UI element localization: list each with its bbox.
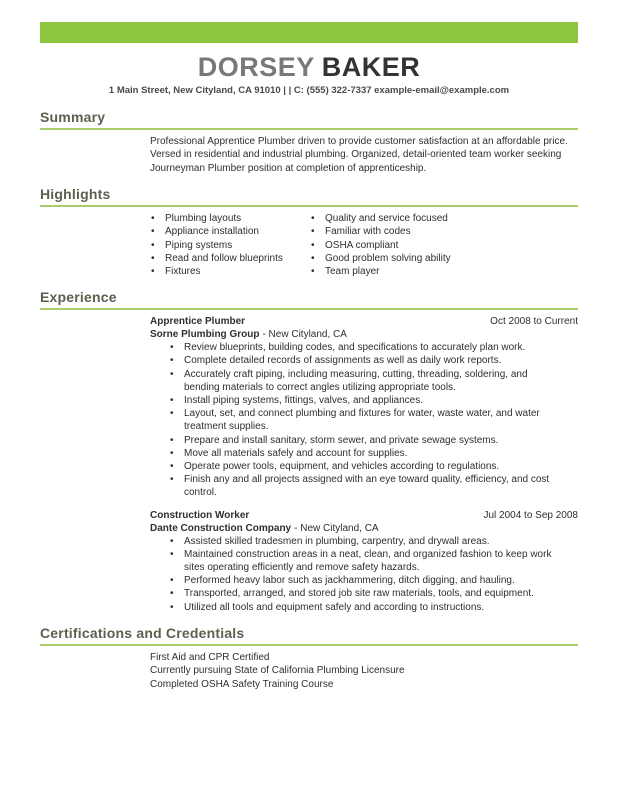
highlight-item: • Quality and service focused [310,212,451,225]
job-title: Construction Worker [150,509,250,521]
highlights-column-1 [150,212,310,278]
company-location: - New Cityland, CA [294,522,379,534]
highlight-item: • Plumbing layouts [150,212,310,225]
company-name: Dante Construction Company [150,522,292,534]
job-duty: • Complete detailed records of assignments as well as daily work reports. [169,354,565,367]
highlight-item: • Read and follow blueprints [150,252,310,265]
job-apprentice-plumber [150,315,578,499]
highlight-item: • Familiar with codes [310,225,451,238]
company-line [150,522,578,535]
company-name: Sorne Plumbing Group [150,329,260,341]
certification-item: First Aid and CPR Certified [150,651,270,663]
company-location: - New Cityland, CA [262,329,347,341]
highlight-item: • Good problem solving ability [310,252,451,265]
highlights-column-2 [310,212,451,278]
job-title: Apprentice Plumber [150,316,246,328]
job-duty: • Accurately craft piping, including measuring, cutting, threading, soldering, and bending materials to correct angles utilizing appropriate tools. [169,368,565,394]
job-duty: • Maintained construction areas in a neat, clean, and organized fashion to keep work sites operating efficiently and remove safety hazards. [169,548,565,574]
contact-line: 1 Main Street, New Cityland, CA 91010 | | C: (555) 322-7337 example-email@example.com [108,85,510,96]
header-accent-bar [40,22,578,43]
job-construction-worker [150,509,578,614]
section-highlights [40,186,578,278]
job-duty: • Transported, arranged, and stored job site raw materials, tools, and equipment. [169,587,565,600]
certifications-list [150,651,578,691]
highlights-columns [150,212,578,278]
certification-item: Completed OSHA Safety Training Course [150,678,334,690]
summary-heading: Summary [40,109,578,130]
page-title [40,52,578,83]
section-certifications [40,625,578,691]
job-header [150,315,578,328]
job-dates: Jul 2004 to Sep 2008 [483,509,578,521]
job-duty: • Prepare and install sanitary, storm sewer, and private sewage systems. [169,434,565,447]
highlight-item: • Piping systems [150,239,310,252]
job-duties-list [169,341,565,499]
company-line [150,328,578,341]
highlight-item: • OSHA compliant [310,239,451,252]
highlight-item: • Team player [310,265,451,278]
first-name: DORSEY [197,52,315,82]
highlight-item: • Fixtures [150,265,310,278]
job-duty: • Performed heavy labor such as jackhammering, ditch digging, and hauling. [169,574,565,587]
section-experience [40,289,578,614]
job-duties-list [169,535,565,614]
highlights-heading: Highlights [40,186,578,207]
job-header [150,509,578,522]
job-duty: • Assisted skilled tradesmen in plumbing, carpentry, and drywall areas. [169,535,565,548]
last-name: BAKER [321,52,421,82]
highlight-item: • Appliance installation [150,225,310,238]
job-duty: • Review blueprints, building codes, and specifications to accurately plan work. [169,341,565,354]
job-duty: • Operate power tools, equipment, and vehicles according to regulations. [169,460,565,473]
section-summary [40,109,578,175]
job-dates: Oct 2008 to Current [490,316,578,328]
job-duty: • Move all materials safely and account for supplies. [169,447,565,460]
job-duty: • Install piping systems, fittings, valves, and appliances. [169,394,565,407]
experience-heading: Experience [40,289,578,310]
job-duty: • Layout, set, and connect plumbing and fixtures for water, waste water, and water treatment supplies. [169,407,565,433]
job-duty: • Utilized all tools and equipment safely and according to instructions. [169,601,565,614]
summary-text: Professional Apprentice Plumber driven to provide customer satisfaction at an affordable price. Versed in residential and industrial plumbing. Organized, detail-oriented team worker seeking Journeyman Plumber position at completion of apprenticeship. [150,136,568,174]
certifications-heading: Certifications and Credentials [40,625,578,646]
job-duty: • Finish any and all projects assigned with an eye toward quality, efficiency, and cost control. [169,473,565,499]
certification-item: Currently pursuing State of California Plumbing Licensure [150,665,405,677]
